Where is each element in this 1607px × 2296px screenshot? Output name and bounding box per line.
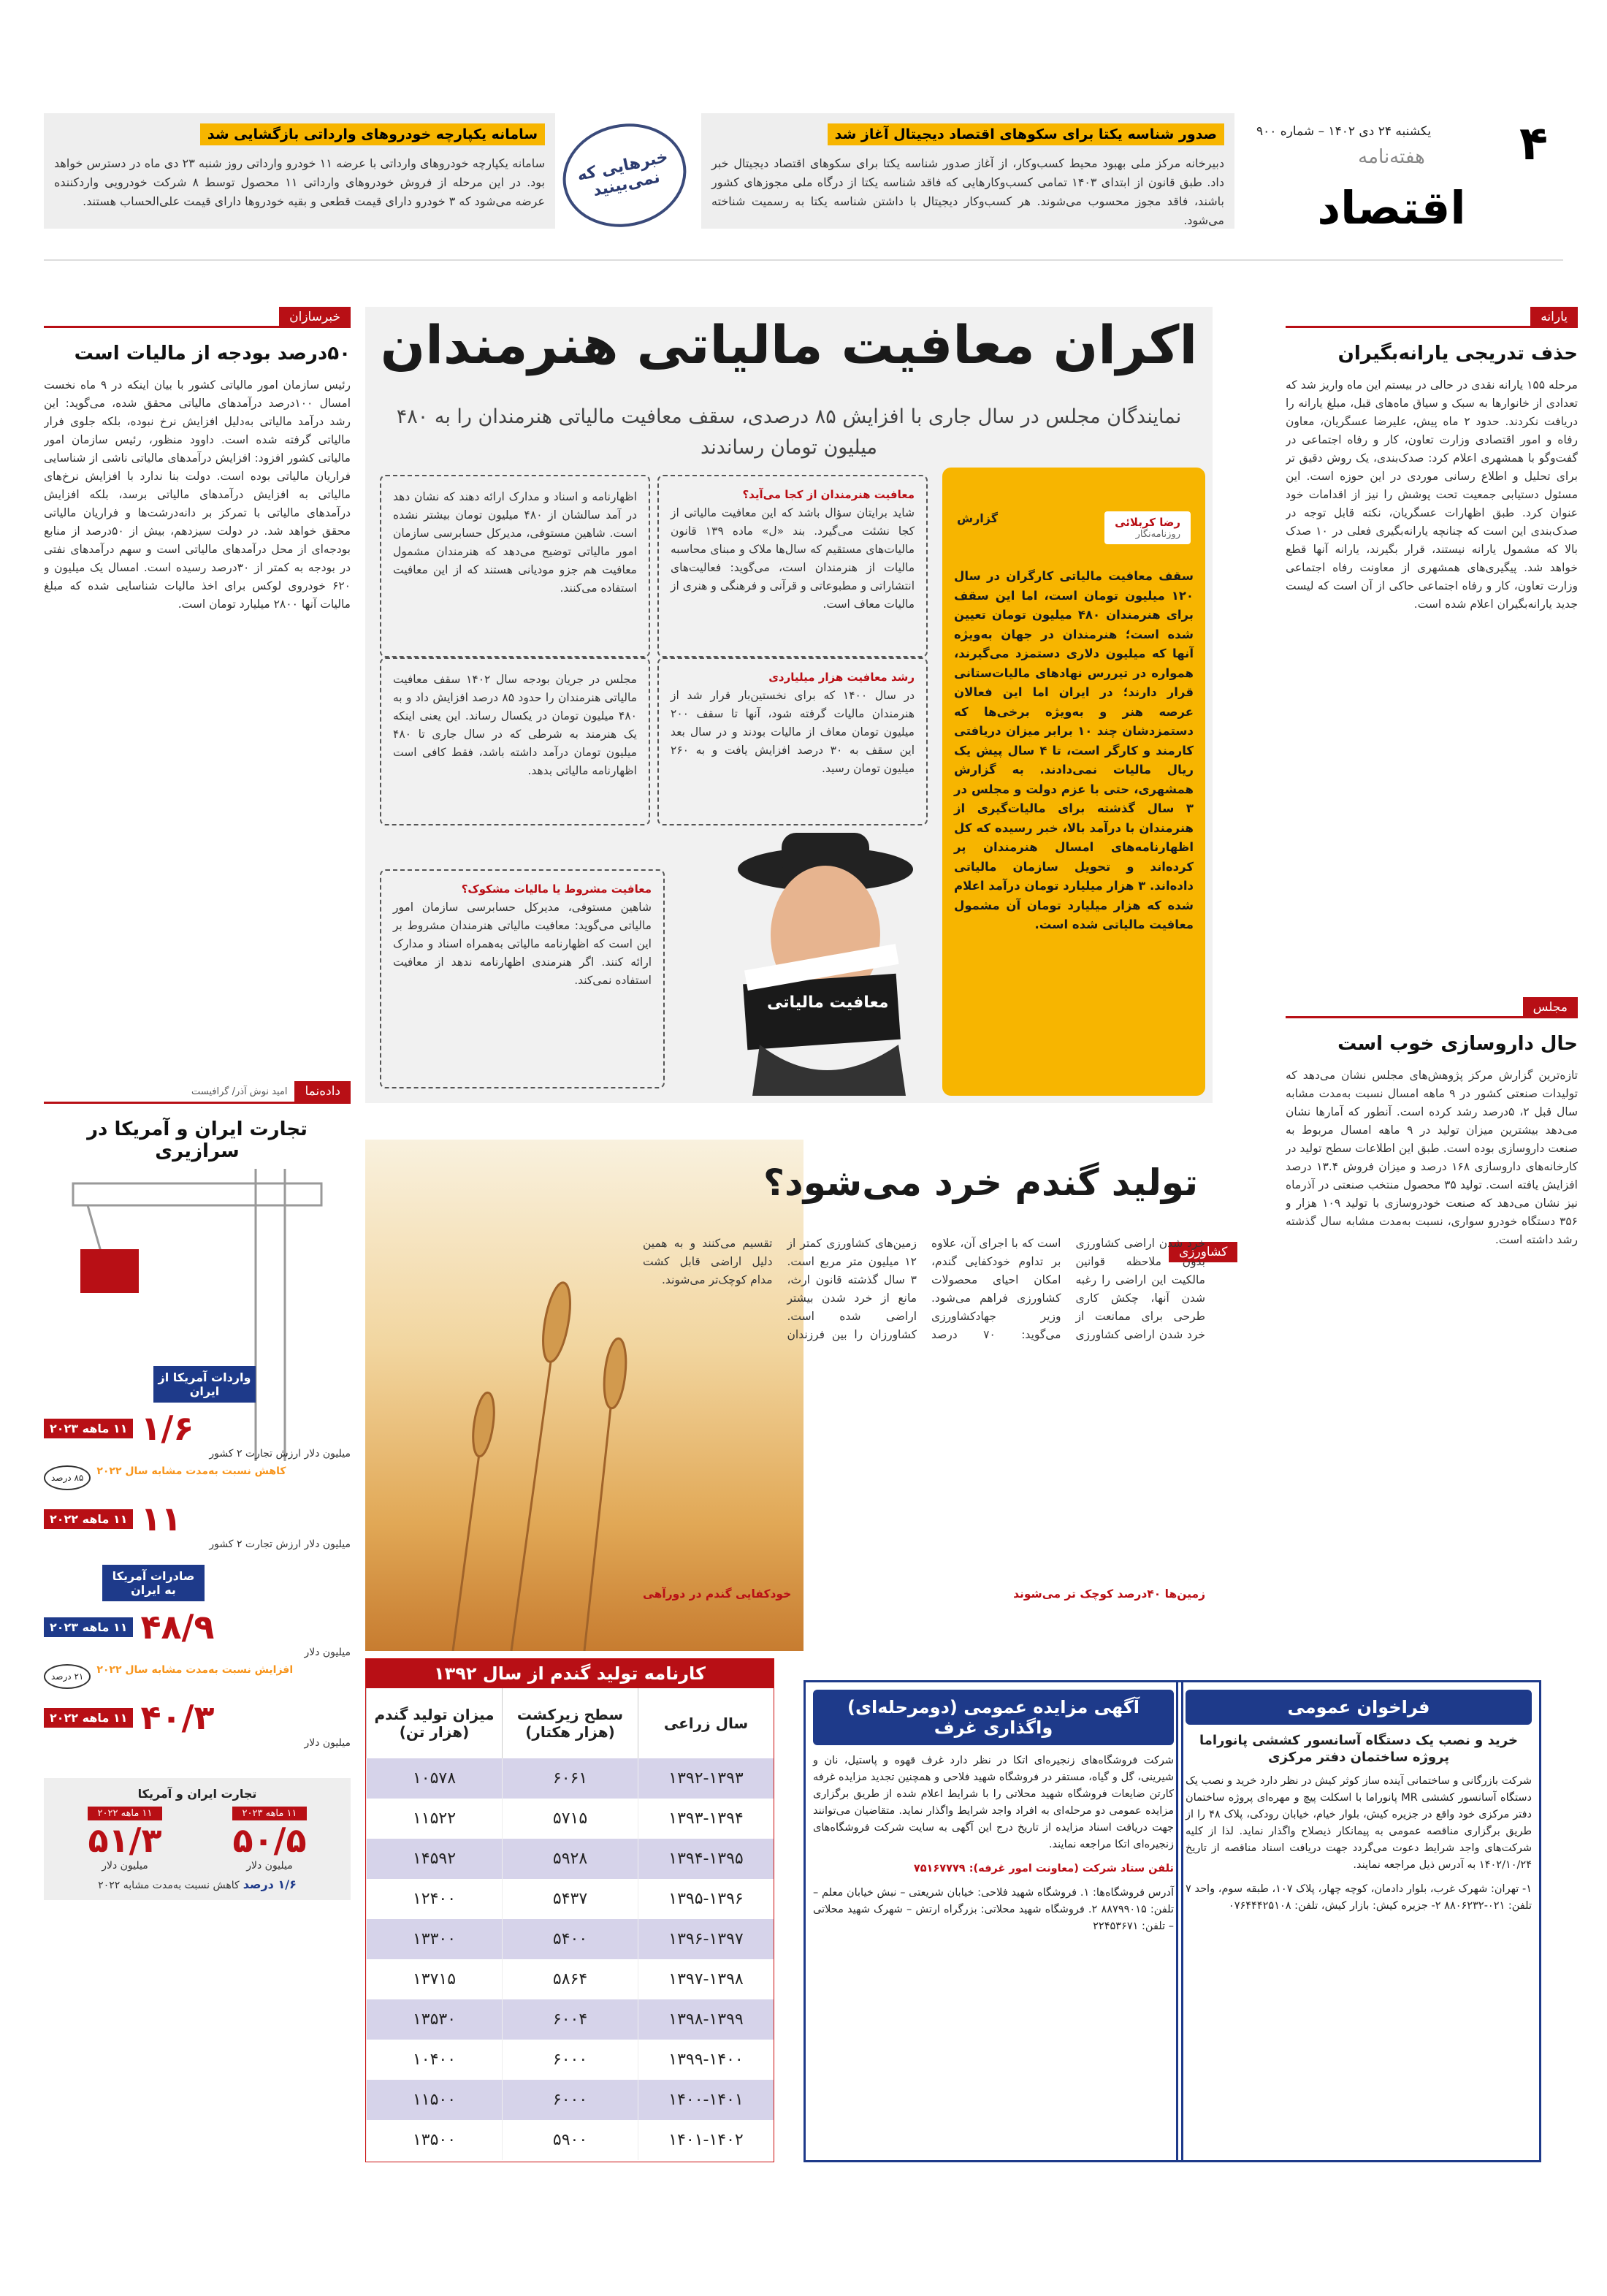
article-body: رئیس سازمان امور مالیاتی کشور با بیان اینکه در ۹ ماه نخست امسال ۱۰۰درصد درآمدهای مالیاتی محقق شده، می‌گوید: این رشد درآمد مالیاتی به‌دلیل افزایش نرخ نبوده، بلکه جلوی فرار مالیاتی گرفته شده است. داوود منظور، رئیس سازمان امور مالیاتی کشور افزود: افزایش درآمدهای مالیاتی ناشی از شناسایی فراریان مالیاتی بوده است. دولت بنا ندارد با افزایش نرخ‌های مالیاتی به افزایش درآمدهای مالیاتی برسد، بلکه افزایش درآمدهای مالیاتی با تمرکز بر دانه‌درشت‌ها و فراریان مالیاتی محقق خواهد شد. در دولت سیزدهم، بیش از ۵۰درصد از منابع بودجه‌ای از محل درآمدهای مالیاتی است و سهم درآمدهای نفتی در بودجه به کمتر از ۳۰درصد رسیده است. امسال یک میلیون و ۶۲۰ خودروی لوکس برای اخذ مالیات شناسایی شده که مبلغ مالیات آنها ۲۸۰۰ میلیارد تومان است. bbox=[44, 378, 351, 611]
lead-text: سقف معافیت مالیاتی کارگران در سال ۱۲۰ میلیون تومان است، اما این سقف برای هنرمندان ۴۸۰ میلیون تومان تعیین شده است؛ هنرمندان در جهان به‌ویژه آنها که میلیون دلاری دستمزد می‌گیرند، همواره در تیررس نهادهای مالیات‌ستانی قرار دارند؛ در ایران اما این فعالان عرصه هنر و به‌ویژه برخی‌ها که دستمزدشان چند ۱۰ برابر میزان دریافتی کارمند و کارگر است، تا ۴ سال پیش یک ریال مالیات نمی‌دادند. به گزارش همشهری، حتی با عزم دولت و مجلس در ۳ سال گذشته برای مالیات‌گیری از هنرمندان با درآمد بالا، خبر رسیده که کل اظهارنامه‌های امسال هنرمندان پر کرده‌اند و تحویل سازمان مالیاتی داده‌اند. ۳ هزار میلیارد تومان درآمد اعلام شده که هزار میلیارد تومان آن مشمول معافیت مالیاتی شده است. bbox=[954, 569, 1194, 931]
table-row: ۱۴۰۱-۱۴۰۲ ۵۹۰۰ ۱۳۵۰۰ bbox=[366, 2120, 774, 2160]
infographic-title: تجارت ایران و آمریکا در سرازیری bbox=[87, 1118, 308, 1162]
news-body: سامانه یکپارچه خودروهای وارداتی با عرضه ۱۱ خودرو وارداتی روز شنبه ۲۳ دی ماه در دسترس خواهد بود. در این مرحله از فروش خودروهای وارداتی ۱۱ محصول توسط ۸ شرکت خودرویی واردکننده عرضه می‌شود که ۳ خودرو دارای قیمت قطعی و بقیه خودروها دارای قیمت علی‌الحساب هستند. bbox=[54, 156, 546, 208]
table-row: ۱۳۹۳-۱۳۹۴ ۵۷۱۵ ۱۱۵۲۲ bbox=[366, 1799, 774, 1839]
sub-box: اظهارنامه و اسناد و مدارک ارائه دهند که نشان دهد در آمد سالشان از ۴۸۰ میلیون تومان بیشتر نشده است. شاهین مستوفی، مدیرکل حسابرسی سازمان امور مالیاتی توضیح می‌دهد که هنرمندان مشمول معافیت هم جزو مودیانی هستند که از این معافیت استفاده می‌کنند. bbox=[380, 475, 650, 657]
wheat-title: تولید گندم خرد می‌شود؟ bbox=[763, 1162, 1198, 1204]
report-label: گزارش bbox=[957, 511, 999, 525]
article-title: حذف تدریجی یارانه‌بگیران bbox=[1337, 343, 1578, 365]
ad-body: شرکت بازرگانی و ساختمانی آینده ساز کوثر کیش در نظر دارد خرید و نصب یک دستگاه آسانسور کششی MR پانوراما با اسکلت پیچ و مهره‌ای پروژه ساختمان دفتر مرکزی خود واقع در جزیره کیش، بلوار خیام، خیابان رودکی، پلاک ۴۸ را از طریق برگزاری مناقصه عمومی به پیمانکار ذیصلاح واگذار نماید. لذا از کلیه شرکت‌های واجد شرایط دعوت می‌گردد جهت دریافت اسناد مناقصه از تاریخ ۱۴۰۲/۱۰/۲۴ به آدرس ذیل مراجعه نمایند. bbox=[1186, 1775, 1532, 1871]
section-tag: کشاورزی bbox=[1169, 1242, 1237, 1262]
infographic: دادەنما امید نوش آذر/ گرافیست تجارت ایران و آمریکا در سرازیری واردات آمریکا از ایران ۱/۶ ۱۱ ماهه ۲۰۲۳ میلیون دلار ارزش تجارت ۲ کشور کاهش نسبت به‌مدت مشابه سال ۲۰۲۲ ۸۵ درصد ۱۱ ۱۱ ماهه ۲۰۲۲ میلیون دلار ارزش تجارت ۲ کشور صادرات آمریکا به ایران ۴۸/۹ ۱۱ ماهه ۲۰۲۳ میلیون دلار افزایش نسبت به‌مدت مشابه سال ۲۰۲۲ ۲۱ درصد ۴۰/۳ ۱۱ ماهه ۲۰۲۲ میلیون دلار تجارت ایران و آمریکا ۱۱ ماهه ۲۰۲۳ ۵۰/۵ میلیون دلار ۱۱ ماهه ۲۰۲۲ ۵۱/۳ میلیون دلار ۱/۶ درصد کاهش نسبت به‌مدت مشابه ۲۰۲۲ bbox=[44, 1081, 351, 2279]
clapper-text: معافیت مالیاتی bbox=[767, 993, 889, 1012]
ad-subtitle: خرید و نصب یک دستگاه آسانسور کششی پانوراما پروژه ساختمان دفتر مرکزی bbox=[1199, 1733, 1518, 1765]
main-subtitle: نمایندگان مجلس در سال جاری با افزایش ۸۵ درصدی، سقف معافیت مالیاتی هنرمندان را به ۴۸۰ میلیون تومان رساندند bbox=[396, 405, 1182, 459]
table-row: ۱۳۹۷-۱۳۹۸ ۵۸۶۴ ۱۳۷۱۵ bbox=[366, 1959, 774, 1999]
logo-subtitle: هفته‌نامه bbox=[1358, 146, 1425, 168]
section-tag: یارانه bbox=[1286, 307, 1578, 327]
table-row: ۱۴۰۰-۱۴۰۱ ۶۰۰۰ ۱۱۵۰۰ bbox=[366, 2080, 774, 2120]
table-row: ۱۳۹۴-۱۳۹۵ ۵۹۲۸ ۱۴۵۹۲ bbox=[366, 1839, 774, 1879]
man-with-clapper-illustration bbox=[716, 818, 920, 1096]
stat-label: صادرات آمریکا به ایران bbox=[102, 1565, 205, 1601]
table-row: ۱۳۹۲-۱۳۹۳ ۶۰۶۱ ۱۰۵۷۸ bbox=[366, 1758, 774, 1799]
divider bbox=[44, 259, 1563, 261]
table-row: ۱۳۹۸-۱۳۹۹ ۶۰۰۴ ۱۳۵۳۰ bbox=[366, 1999, 774, 2040]
article-body: تازه‌ترین گزارش مرکز پژوهش‌های مجلس نشان می‌دهد که تولیدات صنعتی کشور در ۹ ماهه امسال نسبت به‌مدت مشابه سال قبل ۲، ۵درصد رشد کرده است. آنطور که آمارها نشان می‌دهد بیشترین میزان تولید در ۹ ماهه امسال مربوط به صنعت داروسازی بوده است. طبق این اطلاعات سطح تولید در کارخانه‌های داروسازی ۱۶۸ درصد و میزان فروش ۱۳.۴ درصد افزایش یافته است. تولید ۳۵ محصول منتخب صنعتی در آذرماه نیز نشان می‌دهد که صنعت خودروسازی با تولید ۱۰۹ هزار و ۳۵۶ دستگاه خودرو سواری، نسبت به‌مدت مشابه سال گذشته رشد داشته است. bbox=[1286, 1069, 1578, 1246]
header-news-left bbox=[44, 113, 555, 229]
article-body: مرحله ۱۵۵ یارانه نقدی در حالی در بیستم این ماه واریز شد که تعدادی از خانوارها به سبک و سیاق ماه‌های قبل، مبلغ یارانه را دریافت نکردند. حدود ۲ ماه پیش، علیرضا عسگریان، معاون رفاه و امور اقتصادی وزارت تعاون، کار و رفاه اجتماعی در گفت‌وگو با همشهری اعلام کرد: صدک‌بندی، یک روش دقیق تر برای تحلیل و اطلاع رسانی موردی در این حوزه است. این مسئول دستیابی جمعیت تحت پوشش را نیز از اقدامات خود عنوان کرد. طبق اظهارات عسگریان، نکته قابل توجه در صدک‌بندی این است که چنانچه یارانه‌بگیری فعلی در ۱۰ صدک بالا که مشمول یارانه نیستند، قرار بگیرند، یارانه آنها قطع خواهد شد. پیگیری‌های همشهری از معاونت رفاه اجتماعی وزارت تعاون، کار و رفاه اجتماعی حاکی از آن است که لیست جدید یارانه‌بگیران اعلام شده است. bbox=[1286, 378, 1578, 611]
wheat-body: خرد شدن اراضی کشاورزی بدون ملاحظه قوانین مالکیت این اراضی را رغبه شدن آنها، چکش کاری طرحی برای ممانعت از خرد شدن اراضی کشاورزی است که با اجرای آن، علاوه بر تداوم خودکفایی گندم، امکان احیای محصولات کشاورزی فراهم می‌شود. وزیر جهادکشاورزی می‌گوید: ۷۰ درصد زمین‌های کشاورزی کمتر از ۱۲ میلیون متر مربع است. ۳ سال گذشته قانون ارث، مانع از خرد شدن بیشتر اراضی شده است. کشاورزان را بین فرزندان تقسیم می‌کنند و به همین دلیل اراضی قابل کشت مدام کوچک‌تر می‌شوند. زمین‌ها ۴۰درصد کوچک تر می‌شوند خودکفایی گندم در دورآهی bbox=[643, 1235, 1205, 1603]
author-badge: رضا کربلائی روزنامه‌نگار bbox=[1104, 511, 1191, 544]
issue-date: یکشنبه ۲۴ دی ۱۴۰۲ – شماره ۹۰۰ bbox=[1256, 124, 1432, 139]
header-news-right bbox=[701, 113, 1234, 229]
stat-label: واردات آمریکا از ایران bbox=[153, 1366, 256, 1403]
table-row: ۱۳۹۶-۱۳۹۷ ۵۴۰۰ ۱۳۳۰۰ bbox=[366, 1919, 774, 1959]
ad-stores: آدرس فروشگاه‌ها: ۱. فروشگاه شهید فلاحی: خیابان شریعتی – نبش خیابان معلم – تلفن: ۸۸۷۹۹۰۱۵ ۲. فروشگاه شهید محلاتی: بزرگراه ارتش – شهرک شهید محلاتی – تلفن: ۲۲۴۵۳۶۷۱ bbox=[813, 1887, 1175, 1932]
section-tag: مجلس bbox=[1286, 997, 1578, 1018]
table-header: سال زراعی سطح زیرکشت (هزار هکتار) میزان تولید گندم (هزار تن) bbox=[366, 1688, 774, 1758]
right-column bbox=[1286, 307, 1578, 1578]
article-title: حال داروسازی خوب است bbox=[1337, 1033, 1578, 1055]
lead-box bbox=[942, 468, 1205, 1096]
ad-phone: تلفن ستاد شرکت (معاونت امور غرفه): ۷۵۱۶۷۷۷۹ bbox=[913, 1863, 1174, 1874]
callout-ad bbox=[1176, 1680, 1541, 2162]
news-body: دبیرخانه مرکز ملی بهبود محیط کسب‌وکار، از آغاز صدور شناسه یکتا برای سکوهای اقتصاد دیجیتال خبر داد. طبق قانون از ابتدای ۱۴۰۳ تمامی کسب‌وکارهایی که فاقد شناسه یکتا از درگاه ملی مجوزهای کشور باشند، فاقد مجوز محسوب می‌شوند. هر کسب‌وکار دیجیتال با داشتن شناسه یکتا به رسمیت شناخته می‌شود. bbox=[711, 156, 1225, 227]
table-row: ۱۳۹۹-۱۴۰۰ ۶۰۰۰ ۱۰۴۰۰ bbox=[366, 2040, 774, 2080]
sub-box: رشد معافیت هزار میلیاردی در سال ۱۴۰۰ که برای نخستین‌بار قرار شد از هنرمندان مالیات گرفته شود، آنها تا سقف ۲۰۰ میلیون تومان معاف از مالیات بودند و در سال بعد این سقف به ۳۰ درصد افزایش یافت و به ۲۶۰ میلیون تومان رسید. bbox=[657, 657, 928, 825]
left-column bbox=[44, 307, 351, 1048]
newspaper-logo: اقتصاد bbox=[1317, 181, 1466, 234]
subhead: خودکفایی گندم در دورآهی bbox=[643, 1587, 792, 1601]
sub-box: مجلس در جریان بودجه سال ۱۴۰۲ سقف معافیت مالیاتی هنرمندان را حدود ۸۵ درصد افزایش داد و به ۴۸۰ میلیون تومان در یکسال رساند. این یعنی اینکه یک هنرمند به شرطی که در سال جاری تا ۴۸۰ میلیون تومان درآمد داشته باشد، فقط کافی است اظهارنامه مالیاتی بدهد. bbox=[380, 657, 650, 825]
stamp-logo: خبرهایی که نمی‌بینید bbox=[553, 112, 695, 238]
news-title: صدور شناسه یکتا برای سکوهای اقتصاد دیجیتال آغاز شد bbox=[828, 123, 1224, 145]
main-title: اکران معافیت مالیاتی هنرمندان bbox=[380, 314, 1198, 375]
news-title: سامانه یکپارچه خودروهای وارداتی بازگشایی شد bbox=[200, 123, 545, 145]
ad-body: شرکت فروشگاه‌های زنجیره‌ای اتکا در نظر دارد غرف قهوه و پاستیل، نان و شیرینی، گل و گیاه، مستقر در فروشگاه شهید فلاحی و همچنین تجدید مزایده غرفه کارتن ضایعات فروشگاه شهید محلاتی را با شرایط اعلام شده از طریق برگزاری مزایده عمومی دو مرحله‌ای به افراد واجد شرایط واگذار نماید. متقاضیان می‌توانند جهت دریافت اسناد مزایده از تاریخ درج این آگهی به سایت شرکت فروشگاه‌های زنجیره‌ای اتکا مراجعه نمایند. bbox=[813, 1755, 1174, 1850]
page-number: ۴ bbox=[1519, 117, 1549, 171]
sub-box: معافیت هنرمندان از کجا می‌آید؟ شاید برایتان سؤال باشد که این معافیت مالیاتی از کجا نشئت می‌گیرد. بند «ل» ماده ۱۳۹ قانون مالیات‌های مستقیم که سال‌ها ملاک و مبنای محاسبه مالیات از هنرمندان است، می‌گوید: فعالیت‌های انتشاراتی و مطبوعاتی و قرآنی و فرهنگی و هنری از مالیات معاف است. bbox=[657, 475, 928, 657]
section-tag: خبرسازان bbox=[44, 307, 351, 327]
ad-title: آگهی مزایده عمومی (دومرحله‌ای) واگذاری غرف bbox=[813, 1690, 1174, 1745]
wheat-table bbox=[365, 1658, 774, 2162]
tender-ad bbox=[804, 1680, 1183, 2162]
trade-summary: تجارت ایران و آمریکا ۱۱ ماهه ۲۰۲۳ ۵۰/۵ میلیون دلار ۱۱ ماهه ۲۰۲۲ ۵۱/۳ میلیون دلار ۱/۶ درصد کاهش نسبت به‌مدت مشابه ۲۰۲۲ bbox=[44, 1778, 351, 1900]
ad-title: فراخوان عمومی bbox=[1186, 1690, 1532, 1725]
sub-box: معافیت مشروط یا مالیات مشکوک؟ شاهین مستوفی، مدیرکل حسابرسی سازمان امور مالیاتی می‌گوید: معافیت مالیاتی هنرمندان مشروط بر این است که اظهارنامه مالیاتی به‌همراه اسناد و مدارک ارائه کنند. اگر هنرمندی اظهارنامه ندهد از معافیت استفاده نمی‌کند. bbox=[380, 869, 665, 1088]
article-title: ۵۰درصد بودجه از مالیات است bbox=[74, 343, 351, 365]
ad-contact: ۱- تهران: شهرک غرب، بلوار دادمان، کوچه چهار، پلاک ۱۰۷، طبقه سوم، واحد ۷ تلفن: ۰۲۱-۸۸۰۶۲۳۲ ۲- جزیره کیش: بازار کیش، تلفن: ۰۷۶۴۴۴۲۵۱۰۸ bbox=[1186, 1883, 1532, 1912]
subhead: زمین‌ها ۴۰درصد کوچک تر می‌شوند bbox=[1013, 1587, 1205, 1601]
table-row: ۱۳۹۵-۱۳۹۶ ۵۴۳۷ ۱۲۴۰۰ bbox=[366, 1879, 774, 1919]
table-title: کارنامه تولید گندم از سال ۱۳۹۲ bbox=[366, 1659, 774, 1688]
